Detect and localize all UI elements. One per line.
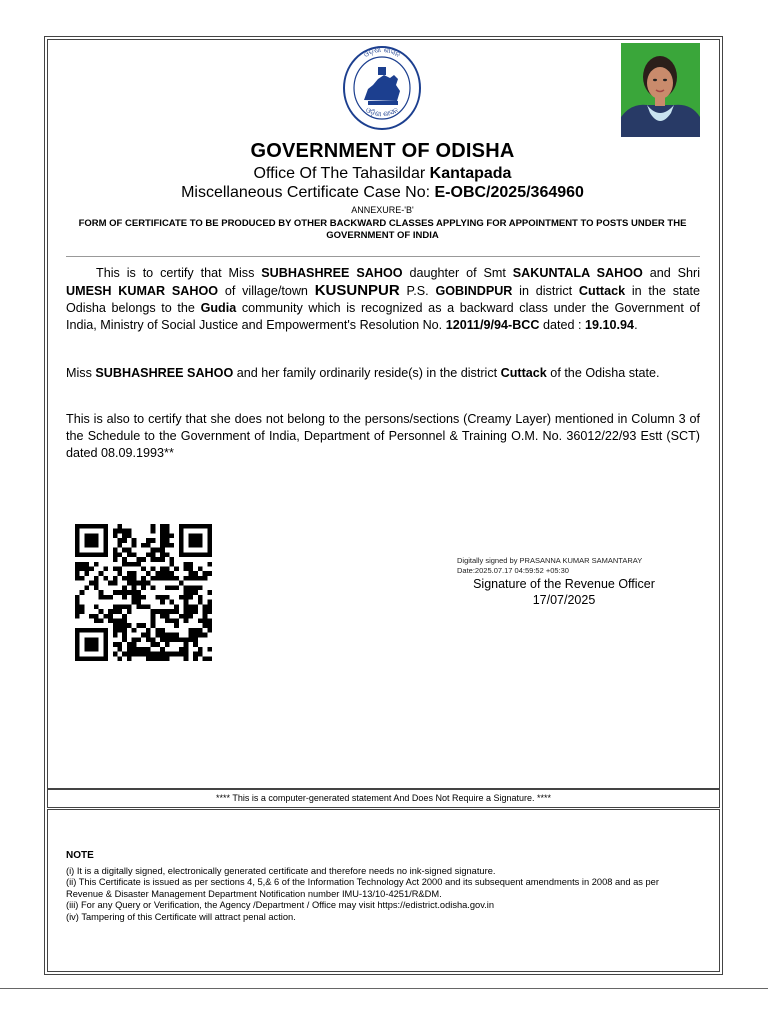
signature-date: 17/07/2025 [532, 593, 596, 607]
emblem-top-text: ଓଡ଼ିଶା ଶାସନ [362, 45, 402, 60]
digital-signature-info [457, 556, 642, 576]
verification-qr-code[interactable] [71, 524, 216, 661]
p2-text-3: of the Odisha state. [546, 366, 660, 380]
mother-name: SAKUNTALA SAHOO [512, 266, 643, 280]
page-bottom-rule [0, 988, 768, 989]
note-heading: NOTE [66, 850, 94, 861]
note-list [66, 866, 696, 923]
p2-text-1: Miss [66, 366, 96, 380]
village-name: KUSUNPUR [314, 282, 400, 299]
case-number: E-OBC/2025/364960 [434, 184, 584, 201]
p1-text-1: This is to certify that Miss [96, 266, 262, 280]
digital-signed-by: Digitally signed by PRASANNA KUMAR SAMANTARAY [457, 556, 643, 565]
case-line [47, 184, 718, 202]
residence-paragraph [66, 365, 700, 382]
note-item: (iv) Tampering of this Certificate will attract penal action. [66, 911, 296, 922]
applicant-photo [621, 43, 700, 137]
creamy-layer-paragraph: This is also to certify that she does not belong to the persons/sections (Creamy Layer) mentioned in Column 3 of the Schedule to the Government of India, Department of Personnel & Training O.M. No. 36012/22/93 Estt (SCT) dated 08.09.1993** [66, 412, 700, 460]
computer-generated-notice: **** This is a computer-generated statement And Does Not Require a Signature. **** [47, 789, 720, 808]
header-divider [66, 256, 700, 257]
p2-applicant-name: SUBHASHREE SAHOO [95, 366, 234, 380]
p1-text-3: and Shri [642, 266, 701, 280]
form-title: FORM OF CERTIFICATE TO BE PRODUCED BY OTHER BACKWARD CLASSES APPLYING FOR APPOINTMENT TO POSTS UNDER THE GOVERNMENT OF INDIA [78, 218, 687, 241]
digital-signed-date: Date:2025.07.17 04:59:52 +05:30 [457, 566, 569, 575]
father-name: UMESH KUMAR SAHOO [66, 284, 219, 298]
district-name: Cuttack [578, 284, 626, 298]
p1-text-2: daughter of Smt [402, 266, 513, 280]
signature-block [449, 576, 679, 608]
p2-district: Cuttack [500, 366, 547, 380]
p2-text-2: and her family ordinarily reside(s) in the district [233, 366, 501, 380]
applicant-name: SUBHASHREE SAHOO [261, 266, 403, 280]
p1-text-10: . [634, 318, 638, 332]
community-name: Gudia [200, 301, 237, 315]
office-prefix: Office Of The Tahasildar [253, 165, 430, 182]
p1-text-8: community which is recognized as a backward class under the Government of India, Ministry of Social Justice and Empowerment's Resolution No. [66, 301, 701, 332]
emblem-bottom-text: ଓଡ଼ିଶା ଶାସନ [364, 106, 400, 119]
office-line [47, 165, 718, 183]
odisha-emblem [342, 45, 422, 131]
note-item: (ii) This Certificate is issued as per sections 4, 5,& 6 of the Information Technology Act 2000 and its subsequent amendments in 2008 and as per Revenue & Disaster Management Department Notification number IMU-13/10-4251/R&DM. [66, 877, 659, 899]
annexure-label: ANNEXURE-'B' [351, 205, 414, 215]
p1-text-9: dated : [539, 318, 586, 332]
resolution-date: 19.10.94 [585, 318, 635, 332]
note-item: (i) It is a digitally signed, electronically generated certificate and therefore needs no ink-signed signature. [66, 866, 496, 876]
p1-text-6: in district [512, 284, 579, 298]
p1-text-5: P.S. [399, 284, 436, 298]
case-prefix: Miscellaneous Certificate Case No: [181, 184, 435, 201]
signature-title: Signature of the Revenue Officer [473, 577, 655, 591]
certification-paragraph [66, 265, 700, 334]
police-station: GOBINDPUR [435, 284, 513, 298]
note-item: (iii) For any Query or Verification, the Agency /Department / Office may visit https://edistrict.odisha.gov.in [66, 900, 495, 911]
p1-text-4: of village/town [218, 284, 315, 298]
office-name: Kantapada [429, 165, 512, 182]
p1-text-7: in the state Odisha belongs to the [66, 284, 701, 315]
government-title: GOVERNMENT OF ODISHA [250, 140, 515, 162]
resolution-number: 12011/9/94-BCC [445, 318, 540, 332]
